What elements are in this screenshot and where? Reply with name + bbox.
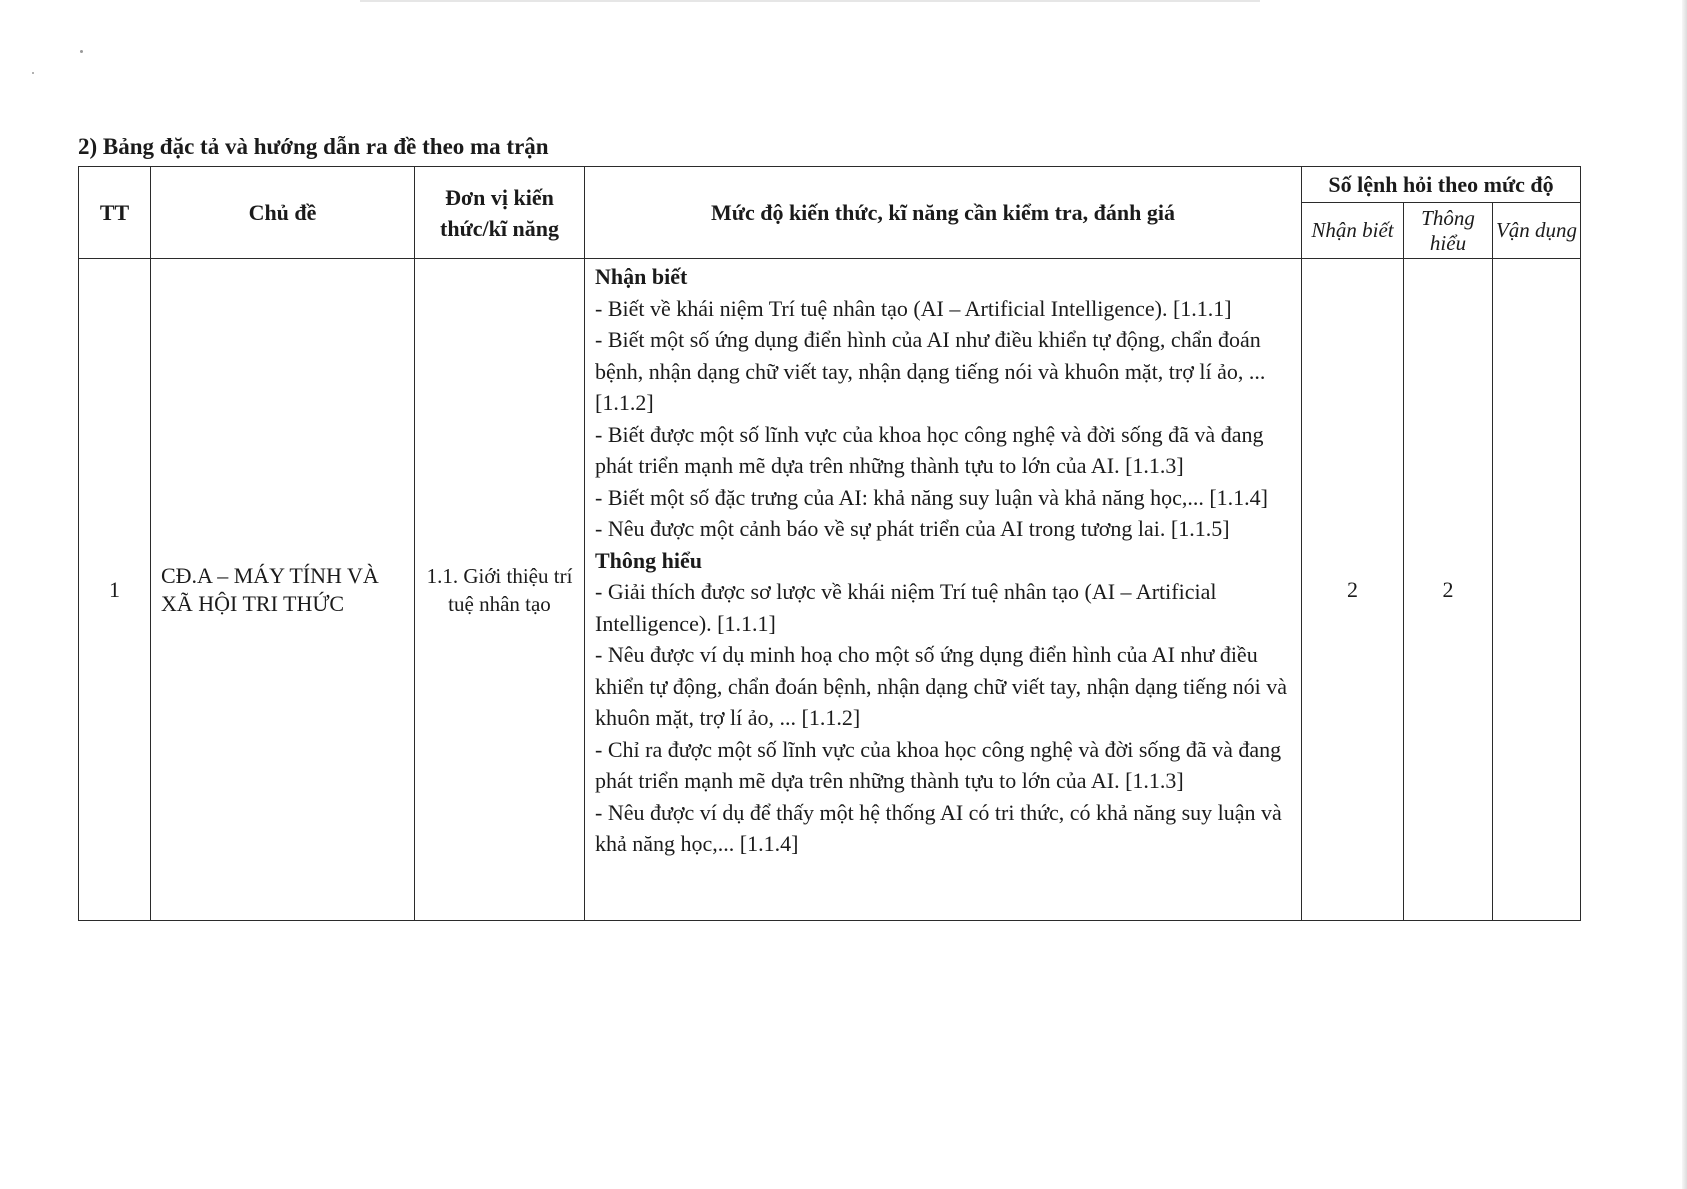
recognize-item: - Biết về khái niệm Trí tuệ nhân tạo (AI – Artificial Intelligence). [1.1.1]	[595, 295, 1232, 321]
spec-table	[78, 166, 1581, 921]
understand-item: - Chỉ ra được một số lĩnh vực của khoa học công nghệ và đời sống đã và đang phát triển mạnh mẽ dựa trên những thành tựu to lớn của AI. [1.1.3]	[595, 736, 1282, 793]
scan-speck	[80, 50, 83, 53]
level-heading-recognize: Nhận biết	[595, 264, 688, 289]
understand-item: - Giải thích được sơ lược về khái niệm Trí tuệ nhân tạo (AI – Artificial Intelligence). [1.1.1]	[595, 579, 1217, 636]
recognize-item: - Nêu được một cảnh báo về sự phát triển của AI trong tương lai. [1.1.5]	[595, 516, 1230, 541]
recognize-item: - Biết được một số lĩnh vực của khoa học công nghệ và đời sống đã và đang phát triển mạnh mẽ dựa trên những thành tựu to lớn của AI. [1.1.3]	[595, 421, 1264, 478]
cell-count-understand: 2	[1404, 259, 1493, 921]
table-row	[79, 259, 1581, 921]
header-level-apply: Vận dụng	[1493, 203, 1581, 259]
header-topic: Chủ đề	[151, 167, 415, 259]
scan-speck	[32, 72, 34, 74]
section-title: 2) Bảng đặc tả và hướng dẫn ra đề theo ma trận	[78, 134, 549, 159]
cell-tt: 1	[79, 259, 151, 921]
header-question-count: Số lệnh hỏi theo mức độ	[1302, 167, 1581, 203]
cell-count-apply	[1493, 259, 1581, 921]
recognize-item: - Biết một số ứng dụng điển hình của AI như điều khiển tự động, chẩn đoán bệnh, nhận dạng chữ viết tay, nhận dạng tiếng nói và khuôn mặt, trợ lí ảo, ... [1.1.2]	[595, 327, 1266, 415]
cell-topic: CĐ.A – MÁY TÍNH VÀ XÃ HỘI TRI THỨC	[151, 259, 415, 921]
scan-edge-right	[1682, 0, 1687, 1189]
header-description: Mức độ kiến thức, kĩ năng cần kiểm tra, đánh giá	[585, 167, 1302, 259]
header-tt: TT	[79, 167, 151, 259]
cell-description	[585, 259, 1302, 921]
scan-edge-top	[360, 0, 1260, 2]
understand-item: - Nêu được ví dụ minh hoạ cho một số ứng dụng điển hình của AI như điều khiển tự động, chẩn đoán bệnh, nhận dạng chữ viết tay, nhận dạng tiếng nói và khuôn mặt, trợ lí ảo, ... [1.1.2]	[595, 642, 1288, 730]
header-unit: Đơn vị kiến thức/kĩ năng	[415, 167, 585, 259]
understand-item: - Nêu được ví dụ để thấy một hệ thống AI có tri thức, có khả năng suy luận và khả năng học,... [1.1.4]	[595, 799, 1282, 856]
header-level-recognize: Nhận biết	[1302, 203, 1404, 259]
cell-unit: 1.1. Giới thiệu trí tuệ nhân tạo	[415, 259, 585, 921]
description-content	[585, 259, 1301, 920]
cell-count-recognize: 2	[1302, 259, 1404, 921]
recognize-item: - Biết một số đặc trưng của AI: khả năng suy luận và khả năng học,... [1.1.4]	[595, 484, 1268, 510]
header-level-understand: Thông hiểu	[1404, 203, 1493, 259]
level-heading-understand: Thông hiểu	[595, 547, 702, 573]
